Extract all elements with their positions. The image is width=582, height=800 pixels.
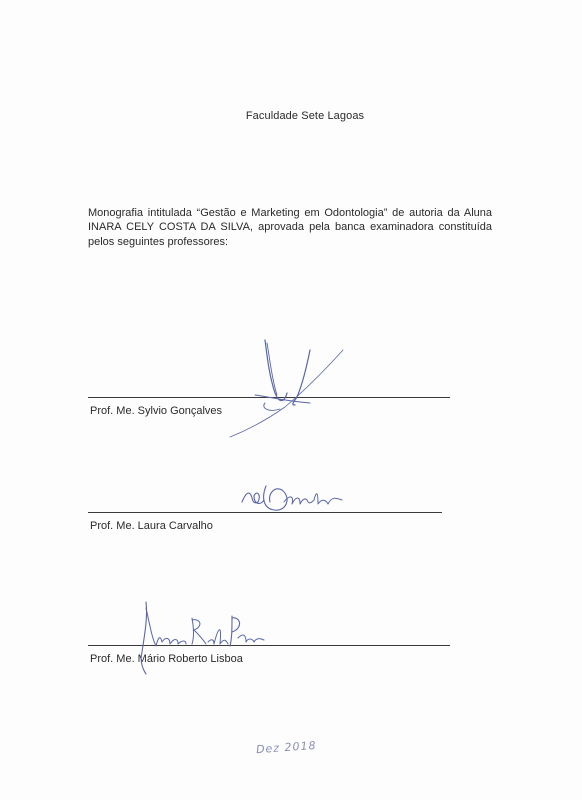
examiner-name: Prof. Me. Laura Carvalho [90,520,213,532]
handwritten-date: Dez 2018 [255,738,317,757]
signature-laura [238,472,348,522]
signature-line [88,512,442,513]
signature-mario [128,598,268,678]
approval-statement: Monografia intitulada “Gestão e Marketing em Odontologia” de autoria da Aluna INARA CELY COSTA DA SILVA, aprovada pela banca examinadora constituída pelos seguintes professores: [88,207,492,248]
signature-line [88,645,450,646]
signature-line [88,397,450,398]
examiner-name: Prof. Me. Mário Roberto Lisboa [90,653,243,665]
institution-name: Faculdade Sete Lagoas [245,110,365,122]
examiner-name: Prof. Me. Sylvio Gonçalves [90,405,223,417]
signature-sylvio [225,335,350,445]
